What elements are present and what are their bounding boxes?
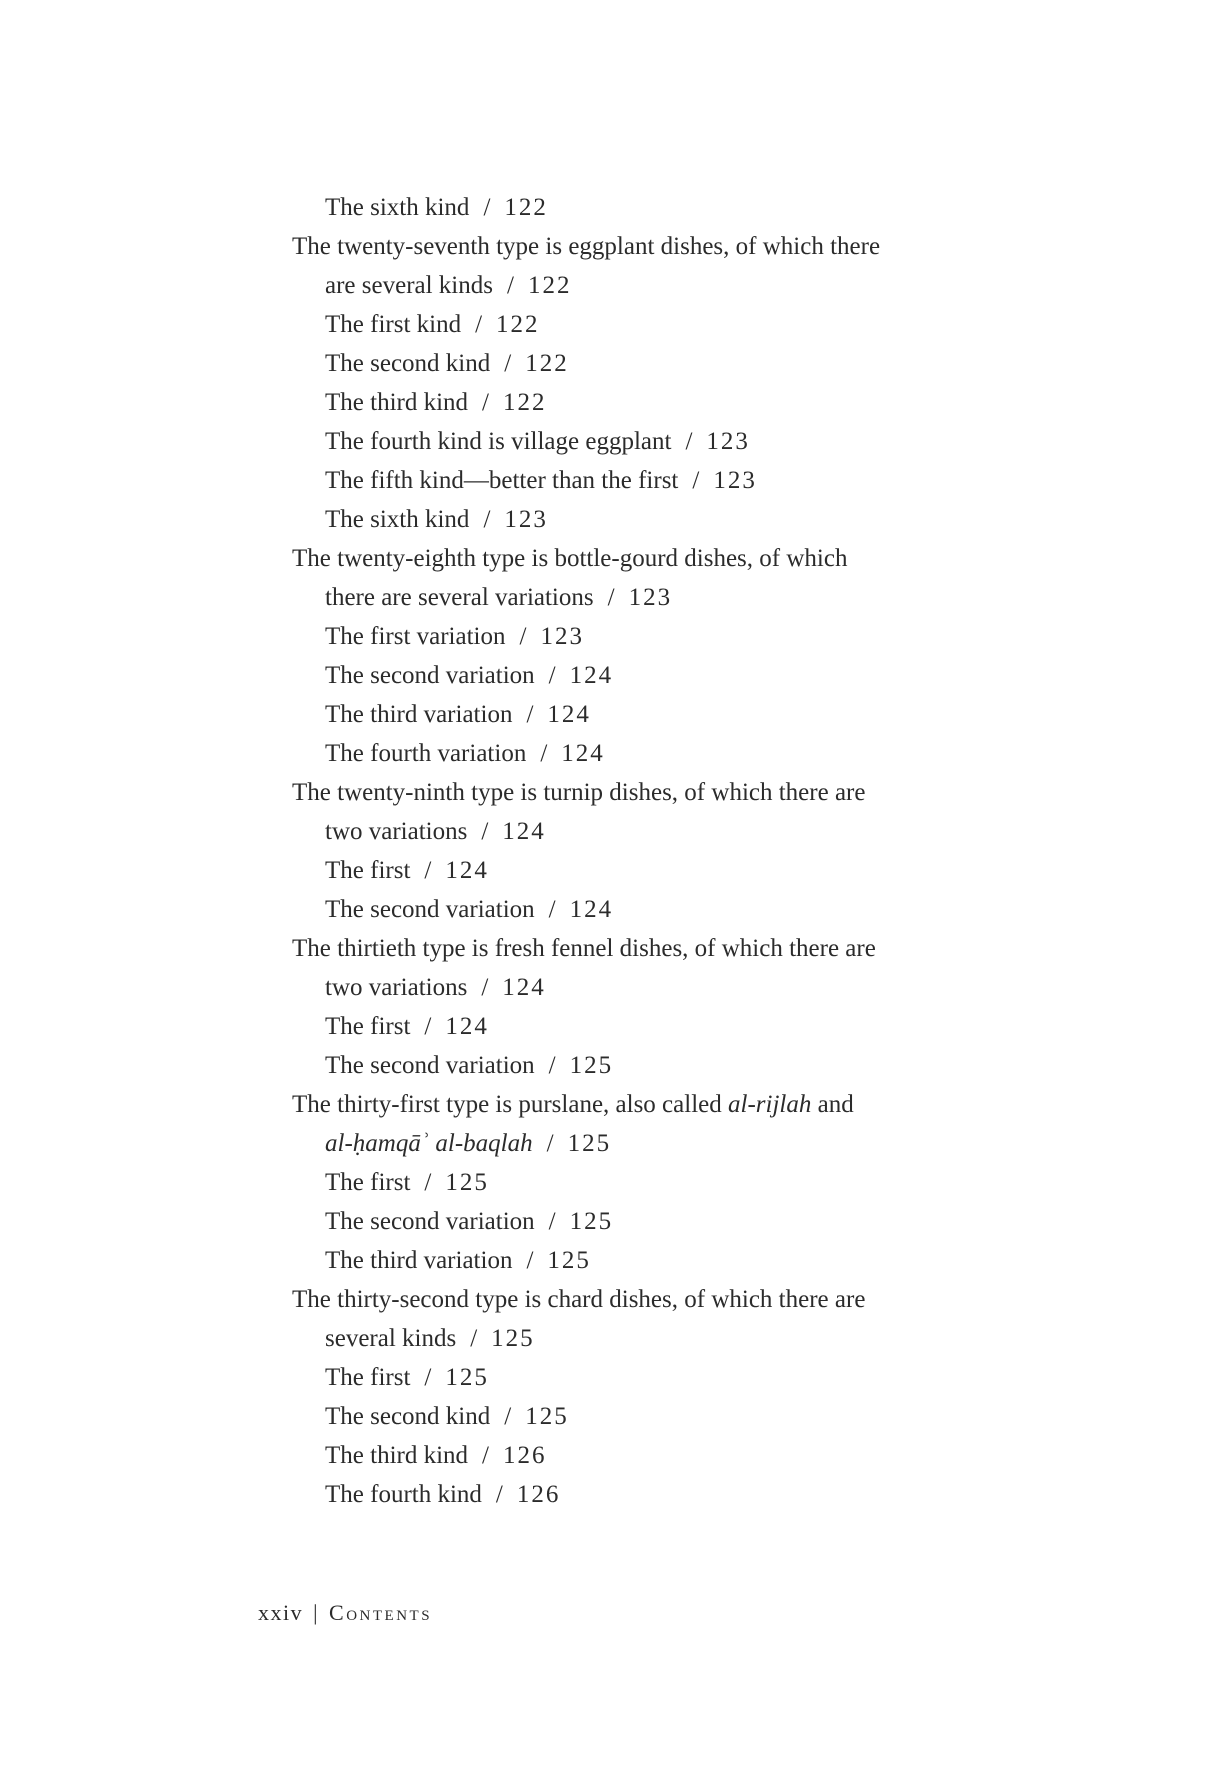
toc-subentry — [325, 890, 952, 929]
entry-text: The thirty-first type is purslane, also called — [292, 1091, 728, 1118]
entry-page-number: 125 — [569, 1208, 614, 1235]
entry-page-number: 122 — [525, 350, 569, 377]
toc-subentry — [325, 617, 952, 656]
entry-page-number: 125 — [569, 1052, 614, 1079]
page-separator: / — [424, 857, 432, 884]
footer-divider: | — [313, 1600, 320, 1625]
entry-page-number: 125 — [491, 1325, 535, 1352]
entry-text: The third variation — [325, 1247, 513, 1274]
page-separator: / — [526, 1247, 534, 1274]
entry-text: The thirtieth type is fresh fennel dishes, of which there are — [292, 935, 876, 962]
toc-subentry — [325, 344, 952, 383]
page-separator: / — [495, 1481, 503, 1508]
page-separator: / — [540, 740, 548, 767]
toc-heading-entry — [292, 227, 952, 266]
entry-text: The first — [325, 857, 411, 884]
toc-subentry — [325, 1163, 952, 1202]
entry-text: The sixth kind — [325, 194, 470, 221]
entry-page-number: 124 — [445, 1013, 489, 1040]
entry-page-number: 124 — [445, 857, 489, 884]
page-separator: / — [607, 584, 615, 611]
page-separator: / — [424, 1364, 432, 1391]
entry-page-number: 125 — [445, 1169, 489, 1196]
toc-subentry — [325, 1202, 952, 1241]
entry-text: The first — [325, 1013, 411, 1040]
toc-heading-entry — [292, 1085, 952, 1124]
entry-text: The second kind — [325, 1403, 491, 1430]
entry-page-number: 125 — [547, 1247, 591, 1274]
toc-subentry — [325, 1241, 952, 1280]
page-separator: / — [424, 1169, 432, 1196]
entry-page-number: 125 — [525, 1403, 569, 1430]
toc-subentry — [325, 1475, 952, 1514]
entry-text: are several kinds — [325, 272, 493, 299]
table-of-contents — [292, 188, 952, 1514]
entry-page-number: 123 — [504, 506, 548, 533]
entry-text: The second variation — [325, 662, 535, 689]
page-separator: / — [692, 467, 700, 494]
page-separator: / — [482, 1442, 489, 1469]
entry-text: two variations — [325, 818, 468, 845]
toc-subentry — [325, 851, 952, 890]
entry-page-number: 124 — [561, 740, 605, 767]
toc-subentry — [325, 461, 952, 500]
page-separator: / — [504, 350, 512, 377]
entry-page-number: 122 — [496, 311, 540, 338]
entry-text: The twenty-seventh type is eggplant dishes, of which there — [292, 233, 881, 260]
toc-heading-entry — [292, 1280, 952, 1319]
entry-page-number: 124 — [569, 662, 614, 689]
entry-text: The first kind — [325, 311, 462, 338]
entry-text: The twenty-ninth type is turnip dishes, of which there are — [292, 779, 866, 806]
page-separator: / — [526, 701, 534, 728]
entry-text: The second kind — [325, 350, 491, 377]
entry-page-number: 124 — [547, 701, 591, 728]
entry-page-number: 126 — [502, 1442, 547, 1469]
page-footer — [258, 1598, 432, 1628]
page-number: xxiv — [258, 1600, 304, 1625]
toc-subentry — [325, 734, 952, 773]
entry-text: The third kind — [325, 389, 469, 416]
entry-text: The twenty-eighth type is bottle-gourd dishes, of which — [292, 545, 848, 572]
entry-italic-term: al-ḥamqāʾ al-baqlah — [325, 1130, 533, 1157]
entry-text: The third variation — [325, 701, 513, 728]
entry-text-after: and — [811, 1091, 854, 1118]
entry-page-number: 126 — [516, 1481, 561, 1508]
entry-text: The fourth kind — [325, 1481, 482, 1508]
toc-subentry — [325, 422, 952, 461]
entry-text: The sixth kind — [325, 506, 470, 533]
entry-page-number: 124 — [502, 974, 546, 1001]
toc-heading-entry — [292, 773, 952, 812]
entry-page-number: 125 — [567, 1130, 612, 1157]
entry-text: two variations — [325, 974, 468, 1001]
entry-text: The thirty-second type is chard dishes, of which there are — [292, 1286, 866, 1313]
page-separator: / — [470, 1325, 478, 1352]
entry-page-number: 125 — [445, 1364, 489, 1391]
entry-page-number: 123 — [706, 428, 750, 455]
page-separator: / — [548, 1208, 556, 1235]
entry-text: there are several variations — [325, 584, 594, 611]
entry-text: The fourth kind is village eggplant — [325, 428, 672, 455]
toc-subentry — [325, 1358, 952, 1397]
entry-text: The second variation — [325, 1052, 535, 1079]
toc-subentry — [325, 500, 952, 539]
page-separator: / — [548, 1052, 556, 1079]
entry-page-number: 122 — [504, 194, 548, 221]
entry-page-number: 122 — [527, 272, 572, 299]
entry-text: The second variation — [325, 896, 535, 923]
entry-page-number: 122 — [502, 389, 547, 416]
page-separator: / — [481, 818, 489, 845]
entry-page-number: 123 — [628, 584, 673, 611]
running-head: Contents — [329, 1600, 433, 1625]
entry-text: The first — [325, 1169, 411, 1196]
page-separator: / — [685, 428, 693, 455]
toc-subentry — [325, 383, 952, 422]
toc-subentry — [325, 578, 952, 617]
entry-page-number: 124 — [502, 818, 546, 845]
toc-heading-entry — [292, 929, 952, 968]
toc-subentry — [325, 1007, 952, 1046]
page-separator: / — [481, 974, 489, 1001]
entry-text: The fifth kind—better than the first — [325, 467, 679, 494]
page-separator: / — [504, 1403, 512, 1430]
toc-subentry — [325, 968, 952, 1007]
toc-subentry — [325, 266, 952, 305]
toc-subentry — [325, 1319, 952, 1358]
toc-subentry — [325, 188, 952, 227]
entry-text: The third kind — [325, 1442, 469, 1469]
toc-subentry — [325, 812, 952, 851]
page-separator: / — [548, 662, 556, 689]
entry-italic-term: al-rijlah — [728, 1091, 812, 1118]
entry-text: The second variation — [325, 1208, 535, 1235]
page-separator: / — [546, 1130, 554, 1157]
toc-subentry — [325, 695, 952, 734]
page-separator: / — [506, 272, 514, 299]
entry-page-number: 124 — [569, 896, 614, 923]
entry-text: The fourth variation — [325, 740, 527, 767]
entry-text: The first variation — [325, 623, 506, 650]
toc-subentry — [325, 305, 952, 344]
toc-subentry — [325, 1046, 952, 1085]
entry-text: several kinds — [325, 1325, 457, 1352]
toc-subentry — [325, 1436, 952, 1475]
page-separator: / — [519, 623, 527, 650]
entry-page-number: 123 — [713, 467, 757, 494]
page-separator: / — [475, 311, 483, 338]
page-separator: / — [548, 896, 556, 923]
page-separator: / — [483, 506, 491, 533]
toc-subentry — [325, 1397, 952, 1436]
toc-subentry — [325, 656, 952, 695]
page-separator: / — [424, 1013, 432, 1040]
page-separator: / — [483, 194, 491, 221]
toc-subentry — [325, 1124, 952, 1163]
toc-heading-entry — [292, 539, 952, 578]
entry-page-number: 123 — [540, 623, 584, 650]
entry-text: The first — [325, 1364, 411, 1391]
page-separator: / — [482, 389, 489, 416]
